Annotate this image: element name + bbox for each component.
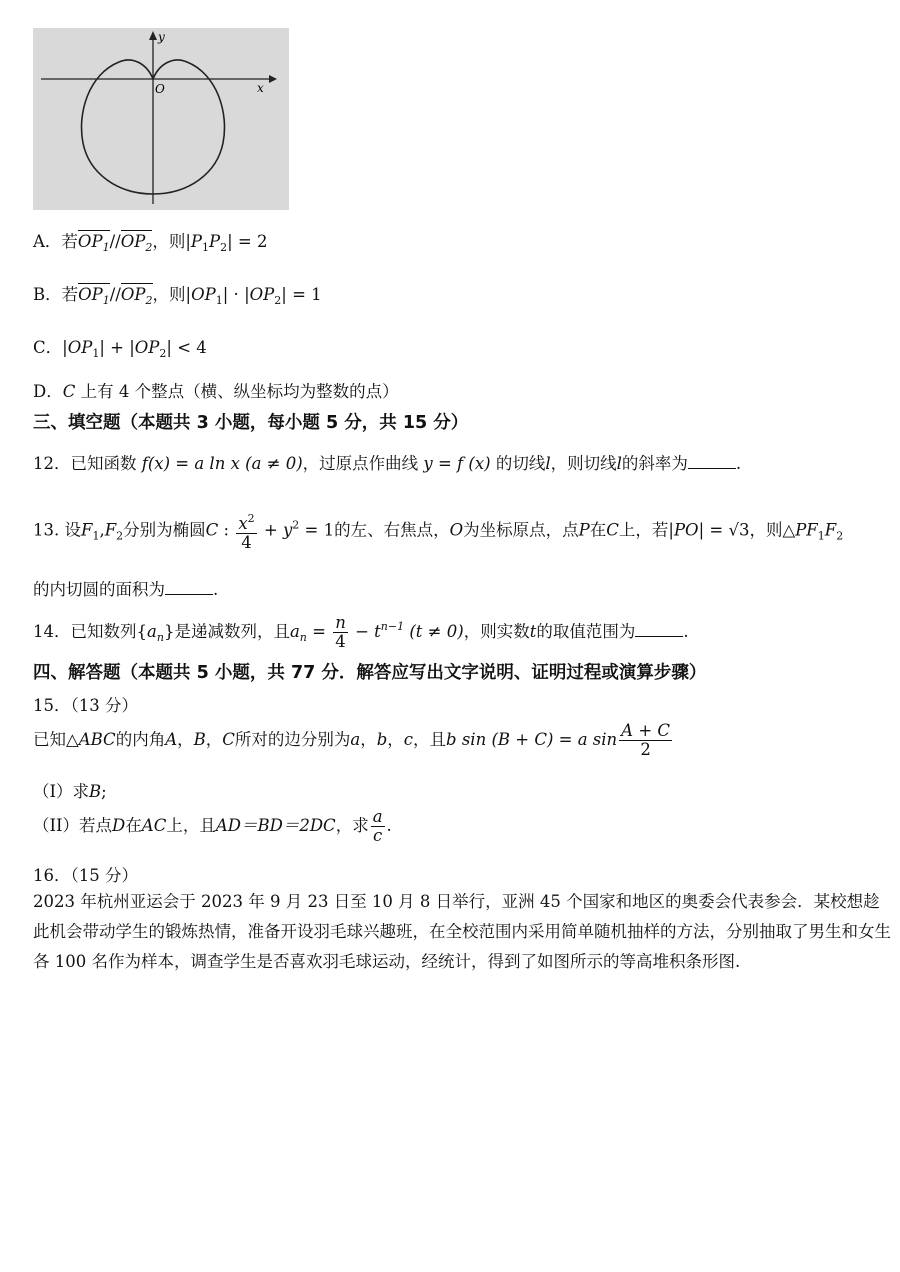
question-14 [33,614,689,651]
x-axis-arrow [269,75,277,83]
q13-o: O [449,520,464,540]
question-13: 13. 设$F_1,F_2$分别为椭圆C : $\frac{x^2}{4}$ + $y^2 = 1$的左、右焦点，O为坐标原点，点P在C上，若|PO| = √3，则$\triangle PF_1F_2$ [33,512,844,552]
q13-plus-y: + y [258,520,293,540]
q12-y: y = f (x) [423,454,491,473]
q15-part1-end: ; [101,782,107,801]
q13-text6: ，则△ [749,520,796,540]
q13-text4: 在 [589,520,607,540]
op1-sub: 1 [215,294,223,307]
q15-stem4: ，且 [413,730,447,749]
q13-tri-sub2: 2 [836,529,844,543]
option-a-rhs: = 2 [232,232,268,251]
p2: P [209,232,221,251]
op1: OP [67,338,93,357]
op2: OP [249,285,275,304]
q13-text5: 上，若 [618,520,669,540]
option-b: B．若$OP_1//OP_2$，则$|OP_1| \cdot |OP_2| = 1$ [33,285,322,307]
q13-c: C [205,520,219,540]
q12-f: f [141,454,148,473]
q15-header: 15．（13 分） [33,696,138,715]
q13-frac-den: 4 [241,533,252,552]
op1: OP [191,285,216,304]
q13-text2: 的左、右焦点， [334,520,450,540]
q15-frac-num: A + C [621,721,671,740]
q13-text1: 分别为椭圆 [123,520,206,540]
q13-end: . [213,580,219,599]
q14-t-sup: n−1 [380,620,405,633]
q14-minus: − t [349,622,381,641]
x-axis-label: x [257,81,264,95]
vector-op2: OP [120,232,146,251]
option-c-rhs: < 4 [171,338,207,357]
q14-an-sub: n [156,631,164,644]
q15-part2-num: a [372,807,383,826]
q12-rest3: 的斜率为 [621,454,688,473]
y-axis-label: y [158,30,165,44]
vector-op1-sub: 1 [102,241,110,254]
vector-op1: OP [78,285,103,304]
q14-blank[interactable] [635,622,683,637]
q13-eq2: = √3 [704,520,750,540]
q14-text3: 的取值范围为 [536,622,636,641]
option-b-rhs: = 1 [286,285,322,304]
q12-end: . [735,454,742,473]
q12-rest: 的切线 [495,454,546,473]
q15-sep4: ， [387,730,404,749]
q15-part2-d: D [112,816,126,835]
parallel-sign: // [109,285,121,304]
q15-part2-prefix: （II）若点 [33,816,113,835]
q15-frac-den: 2 [640,740,651,759]
q15-sep2: ， [205,730,223,749]
curve-svg [33,28,289,210]
q13-f2-sub: 2 [116,529,124,543]
q15-stem1: 已知△ [33,730,79,749]
q15-part2 [33,808,392,845]
option-c-prefix: C． [33,338,63,357]
q13-frac-sup: 2 [247,512,255,525]
q15-stem [33,722,674,759]
q14-an: a [147,622,157,641]
q13-num: 13. 设 [33,520,81,540]
q13-tri2: F [824,520,837,540]
q12-l2: l [616,454,622,473]
q14-cond: (t ≠ 0) [404,622,464,641]
q13-f2: F [104,520,117,540]
q12-mid: ，过原点作曲线 [302,454,419,473]
q15-sep3: ， [360,730,377,749]
parallel-sign: // [109,232,121,251]
option-a-prefix: A．若 [33,232,78,251]
q15-B: B [193,730,206,749]
op1-sub: 1 [92,347,100,360]
q12-num: 12．已知函数 [33,454,137,473]
q15-frac [619,722,672,759]
q15-c: c [403,730,414,749]
q12-blank[interactable] [688,454,736,469]
op2-sub: 2 [274,294,282,307]
q15-part2-ac: AC [141,816,167,835]
option-d-text: 上有 4 个整点（横、纵坐标均为整数的点） [75,382,399,401]
option-d-prefix: D． [33,382,63,401]
q15-C: C [222,730,235,749]
q13-text3: 为坐标原点，点 [463,520,579,540]
q15-part1-var: B [89,782,102,801]
q15-eq-left: b sin (B + C) = a sin [446,730,618,749]
q13-tri-sub1: 1 [817,529,825,543]
y-axis-arrow [149,31,157,40]
q13-colon: : [218,520,235,540]
p1-sub: 1 [202,241,209,254]
option-d [33,378,399,402]
q15-b: b [376,730,388,749]
q13-tri: PF [795,520,818,540]
q15-part2-frac [371,808,385,845]
curve-c: C [62,382,76,401]
q13-comma: , [99,520,105,540]
q14-text1: 是递减数列，且 [174,622,290,641]
vector-op2-sub: 2 [145,294,153,307]
q13-line2: 的内切圆的面积为 [33,580,165,599]
q15-part2-mid: 在 [125,816,142,835]
q14-brace-close: } [163,622,175,641]
q12-fx: (x) = a ln x (a ≠ 0) [147,454,303,473]
q14-brace-open: { [136,622,147,641]
q13-f1: F [81,520,93,540]
q15-part1 [33,778,107,802]
vector-op2-sub: 2 [145,241,153,254]
q14-eq: = [306,622,332,641]
q15-part2-den: c [372,826,383,845]
question-12 [33,450,741,474]
curve-figure [33,28,289,210]
section3-title: 三、填空题（本题共 3 小题，每小题 5 分，共 15 分） [33,413,469,433]
q13-blank[interactable] [165,580,213,595]
q13-p: P [578,520,590,540]
vector-op2: OP [120,285,146,304]
q15-A: A [165,730,178,749]
q13-c2: C [606,520,619,540]
dot-sign: · [228,285,245,304]
q14-end: . [683,622,689,641]
p2-sub: 2 [220,241,228,254]
q15-sep1: ， [177,730,194,749]
q15-abc: ABC [78,730,116,749]
op2: OP [134,338,160,357]
q15-part2-eq: AD＝BD＝2DC [215,816,336,835]
q14-an2-sub: n [299,631,307,644]
vector-op1: OP [77,232,103,251]
q16-header: 16．（15 分） [33,866,138,885]
q13-f1-sub: 1 [92,529,100,543]
vector-op1-sub: 1 [102,294,110,307]
option-b-prefix: B．若 [33,285,79,304]
q14-an2: a [289,622,300,641]
q13-po: PO [673,520,699,540]
q14-frac [333,614,348,651]
q14-num: 14．已知数列 [33,622,137,641]
then-text: ，则 [152,232,186,251]
q15-a: a [350,730,361,749]
q14-text2: ，则实数 [463,622,530,641]
q15-stem3: 所对的边分别为 [234,730,351,749]
q14-frac-num: n [335,613,346,632]
q15-stem2: 的内角 [115,730,166,749]
q14-frac-den: 4 [335,632,346,651]
origin-label: O [155,82,165,96]
q13-eq: = 1 [299,520,335,540]
q14-t: t [529,622,537,641]
q15-part2-end: . [386,816,392,835]
q12-l: l [545,454,551,473]
op2-sub: 2 [159,347,167,360]
p1: P [190,232,202,251]
q15-part1-prefix: （I）求 [33,782,90,801]
q15-part2-ask: ，求 [335,816,369,835]
then-text: ，则 [152,285,186,304]
question-13-line2 [33,576,218,600]
q13-frac [236,510,256,552]
q13-y-sup: 2 [292,518,300,532]
plus-sign: + [104,338,130,357]
q12-rest2: ，则切线 [550,454,617,473]
q15-part2-mid2: 上，且 [166,816,216,835]
option-a: A．若$OP_1//OP_2$，则$|P_1P_2| = 2$ [33,232,268,254]
section4-title: 四、解答题（本题共 5 小题，共 77 分．解答应写出文字说明、证明过程或演算步骤） [33,663,707,683]
q13-frac-num: x [238,514,248,533]
q16-body: 2023 年杭州亚运会于 2023 年 9 月 23 日至 10 月 8 日举行，亚洲 45 个国家和地区的奥委会代表参会．某校想趁此机会带动学生的锻炼热情，准备开设羽毛球兴趣班，在全校范围内采用简单随机抽样的方法，分别抽取了男生和女生各 100 名作为样本，调查学生是否喜欢羽毛球运动，经统计，得到了如图所示的等高堆积条形图. [33,892,891,971]
option-c: C．$|OP_1| + |OP_2| < 4$ [33,338,207,360]
